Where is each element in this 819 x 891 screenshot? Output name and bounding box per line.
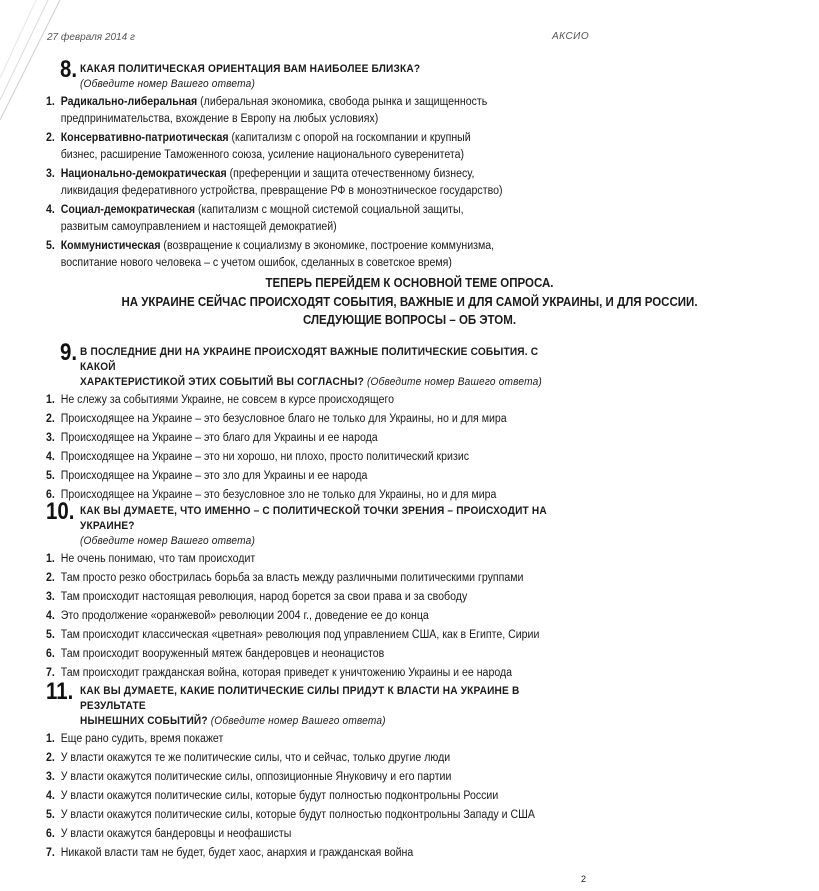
option-number: 5. <box>46 629 55 641</box>
option-text: Там происходит классическая «цветная» революция под управлением США, как в Египте, Сирии <box>60 629 540 641</box>
option-text: Не слежу за событиями Украине, не совсем в курсе происходящего <box>60 394 394 406</box>
option-number: 1. <box>46 394 55 406</box>
question-11-header <box>46 678 606 729</box>
answer-option[interactable] <box>46 627 561 644</box>
answer-option[interactable] <box>46 430 561 447</box>
option-number: 3. <box>46 432 55 444</box>
section-transition <box>0 274 819 330</box>
answer-option[interactable] <box>46 468 561 485</box>
answer-option[interactable] <box>46 646 561 663</box>
option-text: Консервативно-патриотическая (капитализм с опорой на госкомпании и крупный бизнес, расширение Таможенного союза, усиление национального суверенитета) <box>60 132 471 161</box>
option-text: Социал-демократическая (капитализм с мощной системой социальной защиты, развитым самоуправлением и настоящей демократией) <box>60 204 464 233</box>
answer-list <box>46 551 606 682</box>
question-number: 9. <box>60 339 78 366</box>
transition-line-2: НА УКРАИНЕ СЕЙЧАС ПРОИСХОДЯТ СОБЫТИЯ, ВАЖНЫЕ И ДЛЯ САМОЙ УКРАИНЫ, И ДЛЯ РОССИИ. <box>121 294 698 309</box>
option-text: Происходящее на Украине – это благо для Украины и ее народа <box>60 432 378 444</box>
option-text: Национально-демократическая (преференции и защита отечественному бизнесу, ликвидация федеративного устройства, превращение РФ в моноэтническое государство) <box>60 168 503 197</box>
option-number: 6. <box>46 648 55 660</box>
option-number: 2. <box>46 572 55 584</box>
answer-option[interactable] <box>46 826 561 843</box>
answer-option[interactable] <box>46 570 561 587</box>
question-title-cont: НЫНЕШНИХ СОБЫТИЙ? (Обведите номер Вашего ответа) <box>80 715 386 727</box>
option-number: 4. <box>46 204 55 216</box>
answer-option[interactable] <box>46 411 561 428</box>
answer-list <box>46 392 606 504</box>
option-number: 2. <box>46 752 55 764</box>
option-number: 1. <box>46 96 55 108</box>
option-text: Происходящее на Украине – это зло для Украины и ее народа <box>60 470 368 482</box>
answer-option[interactable] <box>46 238 561 271</box>
option-text: Там просто резко обострилась борьба за власть между различными политическими группами <box>60 572 524 584</box>
answer-option[interactable] <box>46 166 561 199</box>
option-text: Не очень понимаю, что там происходит <box>60 553 256 565</box>
option-text: Там происходит настоящая революция, народ борется за свои права и за свободу <box>60 591 468 603</box>
option-number: 2. <box>46 413 55 425</box>
question-title: КАКАЯ ПОЛИТИЧЕСКАЯ ОРИЕНТАЦИЯ ВАМ НАИБОЛЕЕ БЛИЗКА? <box>80 63 421 75</box>
header-org: АКСИО <box>552 31 590 42</box>
transition-line-3: СЛЕДУЮЩИЕ ВОПРОСЫ – ОБ ЭТОМ. <box>302 313 517 327</box>
option-number: 4. <box>46 790 55 802</box>
question-9 <box>46 339 606 504</box>
option-text: Там происходит вооруженный мятеж бандеровцев и неонацистов <box>60 648 385 660</box>
answer-option[interactable] <box>46 487 561 504</box>
answer-option[interactable] <box>46 94 561 127</box>
question-number: 8. <box>60 56 78 83</box>
option-number: 4. <box>46 610 55 622</box>
question-title-cont: ХАРАКТЕРИСТИКОЙ ЭТИХ СОБЫТИЙ ВЫ СОГЛАСНЫ? (Обведите номер Вашего ответа) <box>80 376 542 388</box>
answer-option[interactable] <box>46 589 561 606</box>
option-number: 5. <box>46 470 55 482</box>
option-text: У власти окажутся политические силы, которые будут полностью подконтрольны Западу и США <box>60 809 535 821</box>
answer-option[interactable] <box>46 202 561 235</box>
question-hint: (Обведите номер Вашего ответа) <box>80 78 256 90</box>
answer-option[interactable] <box>46 449 561 466</box>
option-text: Происходящее на Украине – это безусловное зло не только для Украины, но и для мира <box>60 489 497 501</box>
option-number: 6. <box>46 828 55 840</box>
page-number: 2 <box>581 874 587 884</box>
answer-list <box>46 94 606 271</box>
answer-option[interactable] <box>46 807 561 824</box>
answer-option[interactable] <box>46 392 561 409</box>
question-10 <box>46 498 606 682</box>
option-text: У власти окажутся политические силы, оппозиционные Януковичу и его партии <box>60 771 452 783</box>
option-number: 1. <box>46 733 55 745</box>
question-title: В ПОСЛЕДНИЕ ДНИ НА УКРАИНЕ ПРОИСХОДЯТ ВАЖНЫЕ ПОЛИТИЧЕСКИЕ СОБЫТИЯ. С КАКОЙ <box>80 346 539 373</box>
transition-line-1: ТЕПЕРЬ ПЕРЕЙДЕМ К ОСНОВНОЙ ТЕМЕ ОПРОСА. <box>265 276 554 290</box>
answer-option[interactable] <box>46 845 561 862</box>
option-text: У власти окажутся политические силы, которые будут полностью подконтрольны России <box>60 790 499 802</box>
answer-option[interactable] <box>46 130 561 163</box>
option-text: Происходящее на Украине – это ни хорошо, ни плохо, просто политический кризис <box>60 451 470 463</box>
question-title: КАК ВЫ ДУМАЕТЕ, КАКИЕ ПОЛИТИЧЕСКИЕ СИЛЫ ПРИДУТ К ВЛАСТИ НА УКРАИНЕ В РЕЗУЛЬТАТЕ <box>80 685 520 712</box>
answer-option[interactable] <box>46 750 561 767</box>
question-hint: (Обведите номер Вашего ответа) <box>80 535 256 547</box>
option-number: 5. <box>46 240 55 252</box>
option-text: Никакой власти там не будет, будет хаос, анархия и гражданская война <box>60 847 414 859</box>
option-number: 6. <box>46 489 55 501</box>
option-text: Коммунистическая (возвращение к социализму в экономике, построение коммунизма, воспитание нового человека – с учетом ошибок, сделанных в советское время) <box>60 240 495 269</box>
question-11 <box>46 678 606 862</box>
question-10-header <box>46 498 606 549</box>
option-number: 4. <box>46 451 55 463</box>
header-date: 27 февраля 2014 г <box>47 32 135 43</box>
question-8 <box>46 56 606 271</box>
question-number: 11. <box>46 678 74 705</box>
answer-option[interactable] <box>46 769 561 786</box>
answer-option[interactable] <box>46 731 561 748</box>
option-text: Это продолжение «оранжевой» революции 2004 г., доведение ее до конца <box>60 610 429 622</box>
option-text: Там происходит гражданская война, которая приведет к уничтожению Украины и ее народа <box>60 667 513 679</box>
answer-option[interactable] <box>46 551 561 568</box>
option-text: Еще рано судить, время покажет <box>60 733 224 745</box>
option-text: У власти окажутся те же политические силы, что и сейчас, только другие люди <box>60 752 451 764</box>
option-number: 5. <box>46 809 55 821</box>
option-number: 1. <box>46 553 55 565</box>
question-title: КАК ВЫ ДУМАЕТЕ, ЧТО ИМЕННО – С ПОЛИТИЧЕСКОЙ ТОЧКИ ЗРЕНИЯ – ПРОИСХОДИТ НА УКРАИНЕ? <box>80 505 547 532</box>
option-number: 3. <box>46 168 55 180</box>
option-number: 2. <box>46 132 55 144</box>
option-number: 3. <box>46 771 55 783</box>
question-9-header <box>46 339 606 390</box>
option-text: У власти окажутся бандеровцы и неофашисты <box>60 828 292 840</box>
option-text: Происходящее на Украине – это безусловное благо не только для Украины, но и для мира <box>60 413 507 425</box>
answer-option[interactable] <box>46 608 561 625</box>
answer-option[interactable] <box>46 788 561 805</box>
answer-option[interactable] <box>46 665 561 682</box>
question-number: 10. <box>46 498 75 525</box>
option-number: 7. <box>46 847 55 859</box>
option-text: Радикально-либеральная (либеральная экономика, свобода рынка и защищенность предпринимательства, вхождение в Европу на любых условиях) <box>60 96 488 125</box>
question-8-header <box>46 56 606 92</box>
option-number: 7. <box>46 667 55 679</box>
answer-list <box>46 731 606 862</box>
option-number: 3. <box>46 591 55 603</box>
